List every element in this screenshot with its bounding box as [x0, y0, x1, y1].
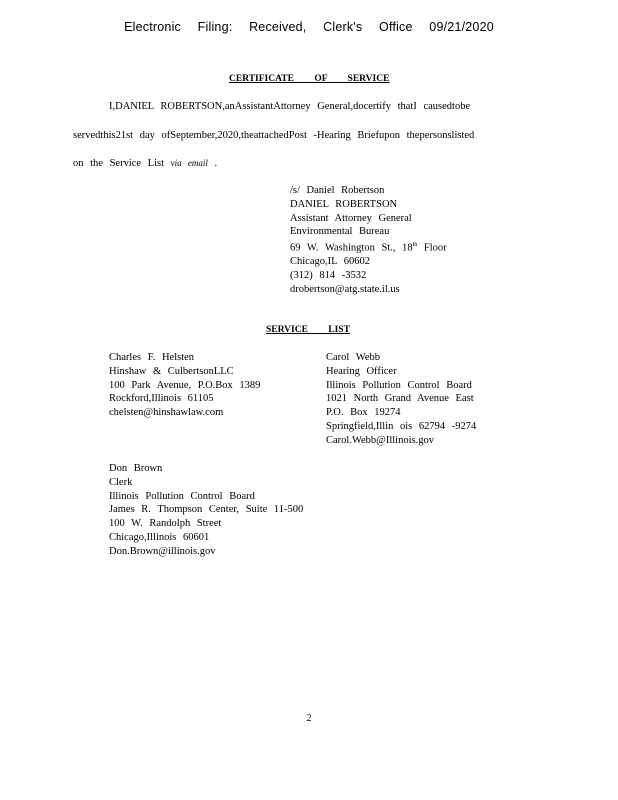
service-entry-line: Charles F. Helsten — [109, 352, 195, 363]
signature-block — [290, 184, 447, 297]
page-number: 2 — [306, 713, 312, 724]
service-list-title: SERVICE LIST — [266, 325, 350, 335]
service-entry-helsten — [109, 351, 260, 420]
service-entry-webb — [326, 351, 476, 448]
signature-address-sup: th — [412, 242, 418, 249]
service-entry-line: 100 W. Randolph Street — [109, 518, 222, 530]
signature-s-line: /s/ Daniel Robertson — [290, 185, 385, 196]
service-entry-line: Hearing Officer — [326, 365, 397, 377]
body-line-3-italic: via email — [170, 158, 208, 168]
service-entry-line: Chicago,Illinois 60601 — [109, 531, 210, 543]
signature-title: Assistant Attorney General — [290, 212, 412, 224]
body-line-3-suffix: . — [214, 158, 218, 169]
body-line-3 — [73, 157, 217, 171]
service-entry-line: Illinois Pollution Control Board — [326, 379, 472, 391]
signature-bureau: Environmental Bureau — [290, 226, 390, 238]
signature-phone: (312) 814 -3532 — [290, 270, 367, 282]
service-entry-line: Don.Brown@illinois.gov — [109, 545, 216, 557]
service-entry-line: chelsten@hinshawlaw.com — [109, 407, 224, 419]
signature-address — [290, 239, 447, 255]
body-line-3-prefix: on the Service List — [73, 158, 165, 169]
service-entry-line: Carol.Webb@Illinois.gov — [326, 434, 434, 446]
service-entry-line: Illinois Pollution Control Board — [109, 490, 255, 502]
signature-city: Chicago,IL 60602 — [290, 256, 371, 268]
service-entry-line: Rockford,Illinois 61105 — [109, 393, 214, 405]
service-entry-line: James R. Thompson Center, Suite 11-500 — [109, 504, 304, 516]
service-entry-line: 1021 North Grand Avenue East — [326, 393, 474, 405]
filing-stamp-header: Electronic Filing: Received, Clerk's Office 09/21/2020 — [124, 20, 494, 34]
service-entry-line: 100 Park Avenue, P.O.Box 1389 — [109, 379, 261, 391]
service-entry-line: Clerk — [109, 476, 133, 488]
body-line-1: I,DANIEL ROBERTSON,anAssistantAttorney General,docertify thatI causedtobe — [109, 101, 471, 112]
body-line-2: servedthis21st day ofSeptember,2020,theattachedPost -Hearing Briefupon thepersonslisted — [73, 130, 475, 141]
signature-address-street: 69 W. Washington St., 18 — [290, 242, 413, 254]
signature-name: DANIEL ROBERTSON — [290, 198, 398, 210]
service-entry-line: Don Brown — [109, 463, 163, 474]
service-entry-line: Hinshaw & CulbertsonLLC — [109, 365, 234, 377]
service-entry-brown — [109, 462, 303, 559]
certificate-title: CERTIFICATE OF SERVICE — [229, 74, 390, 84]
signature-email: drobertson@atg.state.il.us — [290, 284, 400, 296]
signature-address-floor: Floor — [423, 242, 447, 254]
service-entry-line: Carol Webb — [326, 352, 380, 363]
service-entry-line: Springfield,Illin ois 62794 -9274 — [326, 420, 477, 432]
service-entry-line: P.O. Box 19274 — [326, 407, 401, 419]
